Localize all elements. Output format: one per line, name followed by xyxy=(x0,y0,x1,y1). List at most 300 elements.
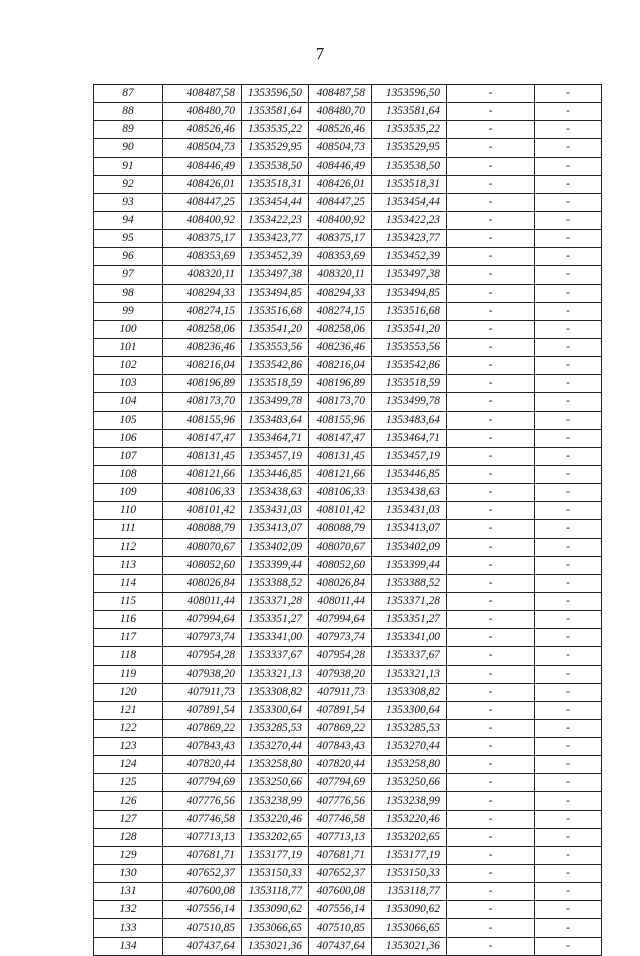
dash-cell: - xyxy=(447,320,535,338)
point-number-cell: 98 xyxy=(94,284,163,302)
dash-cell: - xyxy=(447,774,535,792)
table-row xyxy=(94,139,602,157)
x-coordinate-cell: 407911,73 xyxy=(163,683,242,701)
y-coordinate-cell: 1353423,77 xyxy=(372,230,447,248)
table-row xyxy=(94,103,602,121)
x-coordinate-cell: 407869,22 xyxy=(163,719,242,737)
table-row xyxy=(94,756,602,774)
y-coordinate-cell: 1353581,64 xyxy=(242,103,309,121)
x-coordinate-cell: 407510,85 xyxy=(163,919,242,937)
point-number-cell: 87 xyxy=(94,85,163,103)
x-coordinate-cell: 408375,17 xyxy=(163,230,242,248)
dash-cell: - xyxy=(535,538,602,556)
dash-cell: - xyxy=(535,193,602,211)
y-coordinate-cell: 1353452,39 xyxy=(242,248,309,266)
x-coordinate-cell: 408070,67 xyxy=(309,538,372,556)
dash-cell: - xyxy=(447,502,535,520)
x-coordinate-cell: 408155,96 xyxy=(163,411,242,429)
dash-cell: - xyxy=(447,556,535,574)
y-coordinate-cell: 1353388,52 xyxy=(242,574,309,592)
table-row xyxy=(94,611,602,629)
y-coordinate-cell: 1353438,63 xyxy=(242,484,309,502)
table-row xyxy=(94,230,602,248)
point-number-cell: 101 xyxy=(94,338,163,356)
y-coordinate-cell: 1353371,28 xyxy=(242,592,309,610)
table-row xyxy=(94,302,602,320)
x-coordinate-cell: 408088,79 xyxy=(309,520,372,538)
y-coordinate-cell: 1353541,20 xyxy=(372,320,447,338)
dash-cell: - xyxy=(535,701,602,719)
y-coordinate-cell: 1353285,53 xyxy=(242,719,309,737)
y-coordinate-cell: 1353494,85 xyxy=(242,284,309,302)
table-row xyxy=(94,284,602,302)
point-number-cell: 103 xyxy=(94,375,163,393)
x-coordinate-cell: 408446,49 xyxy=(163,157,242,175)
table-row xyxy=(94,157,602,175)
y-coordinate-cell: 1353321,13 xyxy=(372,665,447,683)
dash-cell: - xyxy=(535,611,602,629)
dash-cell: - xyxy=(535,719,602,737)
x-coordinate-cell: 408274,15 xyxy=(163,302,242,320)
dash-cell: - xyxy=(535,248,602,266)
point-number-cell: 99 xyxy=(94,302,163,320)
x-coordinate-cell: 407820,44 xyxy=(309,756,372,774)
dash-cell: - xyxy=(447,193,535,211)
y-coordinate-cell: 1353090,62 xyxy=(242,901,309,919)
x-coordinate-cell: 408011,44 xyxy=(309,592,372,610)
dash-cell: - xyxy=(447,429,535,447)
dash-cell: - xyxy=(447,520,535,538)
table-row xyxy=(94,266,602,284)
dash-cell: - xyxy=(447,447,535,465)
x-coordinate-cell: 408121,66 xyxy=(309,465,372,483)
y-coordinate-cell: 1353538,50 xyxy=(242,157,309,175)
x-coordinate-cell: 408480,70 xyxy=(309,103,372,121)
table-row xyxy=(94,465,602,483)
y-coordinate-cell: 1353300,64 xyxy=(242,701,309,719)
dash-cell: - xyxy=(535,284,602,302)
dash-cell: - xyxy=(535,592,602,610)
dash-cell: - xyxy=(447,937,535,955)
y-coordinate-cell: 1353399,44 xyxy=(372,556,447,574)
y-coordinate-cell: 1353454,44 xyxy=(242,193,309,211)
page-number: 7 xyxy=(315,44,325,63)
y-coordinate-cell: 1353494,85 xyxy=(372,284,447,302)
y-coordinate-cell: 1353220,46 xyxy=(372,810,447,828)
dash-cell: - xyxy=(447,647,535,665)
dash-cell: - xyxy=(535,484,602,502)
dash-cell: - xyxy=(535,865,602,883)
dash-cell: - xyxy=(447,85,535,103)
dash-cell: - xyxy=(535,683,602,701)
table-row xyxy=(94,357,602,375)
dash-cell: - xyxy=(447,538,535,556)
table-row xyxy=(94,828,602,846)
table-row xyxy=(94,937,602,955)
table-row xyxy=(94,193,602,211)
x-coordinate-cell: 407973,74 xyxy=(309,629,372,647)
dash-cell: - xyxy=(535,157,602,175)
dash-cell: - xyxy=(535,792,602,810)
x-coordinate-cell: 408155,96 xyxy=(309,411,372,429)
table-body xyxy=(94,85,602,956)
y-coordinate-cell: 1353497,38 xyxy=(372,266,447,284)
y-coordinate-cell: 1353402,09 xyxy=(372,538,447,556)
y-coordinate-cell: 1353371,28 xyxy=(372,592,447,610)
dash-cell: - xyxy=(447,883,535,901)
x-coordinate-cell: 407600,08 xyxy=(163,883,242,901)
dash-cell: - xyxy=(447,121,535,139)
y-coordinate-cell: 1353258,80 xyxy=(242,756,309,774)
coordinates-table xyxy=(93,84,602,956)
point-number-cell: 114 xyxy=(94,574,163,592)
y-coordinate-cell: 1353497,38 xyxy=(242,266,309,284)
dash-cell: - xyxy=(447,484,535,502)
y-coordinate-cell: 1353351,27 xyxy=(242,611,309,629)
point-number-cell: 133 xyxy=(94,919,163,937)
table-row xyxy=(94,484,602,502)
y-coordinate-cell: 1353202,65 xyxy=(242,828,309,846)
dash-cell: - xyxy=(535,139,602,157)
point-number-cell: 118 xyxy=(94,647,163,665)
y-coordinate-cell: 1353118,77 xyxy=(372,883,447,901)
dash-cell: - xyxy=(447,266,535,284)
dash-cell: - xyxy=(535,520,602,538)
table-row xyxy=(94,738,602,756)
x-coordinate-cell: 407794,69 xyxy=(309,774,372,792)
point-number-cell: 132 xyxy=(94,901,163,919)
dash-cell: - xyxy=(535,103,602,121)
dash-cell: - xyxy=(535,574,602,592)
dash-cell: - xyxy=(535,901,602,919)
y-coordinate-cell: 1353258,80 xyxy=(372,756,447,774)
dash-cell: - xyxy=(535,375,602,393)
point-number-cell: 96 xyxy=(94,248,163,266)
x-coordinate-cell: 407713,13 xyxy=(163,828,242,846)
dash-cell: - xyxy=(447,865,535,883)
x-coordinate-cell: 408236,46 xyxy=(309,338,372,356)
x-coordinate-cell: 408052,60 xyxy=(163,556,242,574)
x-coordinate-cell: 407681,71 xyxy=(309,846,372,864)
x-coordinate-cell: 407510,85 xyxy=(309,919,372,937)
dash-cell: - xyxy=(447,211,535,229)
point-number-cell: 119 xyxy=(94,665,163,683)
y-coordinate-cell: 1353066,65 xyxy=(242,919,309,937)
x-coordinate-cell: 407437,64 xyxy=(163,937,242,955)
y-coordinate-cell: 1353535,22 xyxy=(372,121,447,139)
x-coordinate-cell: 407843,43 xyxy=(163,738,242,756)
x-coordinate-cell: 408274,15 xyxy=(309,302,372,320)
dash-cell: - xyxy=(535,883,602,901)
y-coordinate-cell: 1353535,22 xyxy=(242,121,309,139)
dash-cell: - xyxy=(447,792,535,810)
dash-cell: - xyxy=(447,919,535,937)
table-row xyxy=(94,810,602,828)
y-coordinate-cell: 1353581,64 xyxy=(372,103,447,121)
point-number-cell: 120 xyxy=(94,683,163,701)
point-number-cell: 110 xyxy=(94,502,163,520)
dash-cell: - xyxy=(447,375,535,393)
point-number-cell: 113 xyxy=(94,556,163,574)
x-coordinate-cell: 408236,46 xyxy=(163,338,242,356)
point-number-cell: 111 xyxy=(94,520,163,538)
table-row xyxy=(94,592,602,610)
table-row xyxy=(94,556,602,574)
x-coordinate-cell: 408147,47 xyxy=(163,429,242,447)
y-coordinate-cell: 1353464,71 xyxy=(242,429,309,447)
y-coordinate-cell: 1353308,82 xyxy=(372,683,447,701)
y-coordinate-cell: 1353220,46 xyxy=(242,810,309,828)
table-row xyxy=(94,85,602,103)
y-coordinate-cell: 1353596,50 xyxy=(242,85,309,103)
table-row xyxy=(94,447,602,465)
point-number-cell: 97 xyxy=(94,266,163,284)
dash-cell: - xyxy=(447,284,535,302)
dash-cell: - xyxy=(535,121,602,139)
y-coordinate-cell: 1353177,19 xyxy=(372,846,447,864)
x-coordinate-cell: 408353,69 xyxy=(163,248,242,266)
y-coordinate-cell: 1353285,53 xyxy=(372,719,447,737)
table-row xyxy=(94,901,602,919)
x-coordinate-cell: 408294,33 xyxy=(163,284,242,302)
x-coordinate-cell: 408447,25 xyxy=(309,193,372,211)
y-coordinate-cell: 1353483,64 xyxy=(372,411,447,429)
x-coordinate-cell: 408487,58 xyxy=(309,85,372,103)
y-coordinate-cell: 1353529,95 xyxy=(372,139,447,157)
dash-cell: - xyxy=(447,810,535,828)
x-coordinate-cell: 408375,17 xyxy=(309,230,372,248)
y-coordinate-cell: 1353518,59 xyxy=(372,375,447,393)
y-coordinate-cell: 1353446,85 xyxy=(242,465,309,483)
x-coordinate-cell: 408131,45 xyxy=(163,447,242,465)
y-coordinate-cell: 1353341,00 xyxy=(242,629,309,647)
dash-cell: - xyxy=(447,139,535,157)
dash-cell: - xyxy=(535,665,602,683)
y-coordinate-cell: 1353388,52 xyxy=(372,574,447,592)
x-coordinate-cell: 407973,74 xyxy=(163,629,242,647)
point-number-cell: 130 xyxy=(94,865,163,883)
y-coordinate-cell: 1353308,82 xyxy=(242,683,309,701)
x-coordinate-cell: 407954,28 xyxy=(309,647,372,665)
y-coordinate-cell: 1353413,07 xyxy=(372,520,447,538)
point-number-cell: 91 xyxy=(94,157,163,175)
y-coordinate-cell: 1353021,36 xyxy=(242,937,309,955)
y-coordinate-cell: 1353402,09 xyxy=(242,538,309,556)
y-coordinate-cell: 1353238,99 xyxy=(372,792,447,810)
y-coordinate-cell: 1353177,19 xyxy=(242,846,309,864)
dash-cell: - xyxy=(535,338,602,356)
x-coordinate-cell: 407556,14 xyxy=(163,901,242,919)
x-coordinate-cell: 408101,42 xyxy=(163,502,242,520)
table-row xyxy=(94,520,602,538)
x-coordinate-cell: 407556,14 xyxy=(309,901,372,919)
x-coordinate-cell: 407713,13 xyxy=(309,828,372,846)
y-coordinate-cell: 1353499,78 xyxy=(242,393,309,411)
y-coordinate-cell: 1353596,50 xyxy=(372,85,447,103)
point-number-cell: 89 xyxy=(94,121,163,139)
point-number-cell: 88 xyxy=(94,103,163,121)
table-row xyxy=(94,121,602,139)
y-coordinate-cell: 1353300,64 xyxy=(372,701,447,719)
y-coordinate-cell: 1353238,99 xyxy=(242,792,309,810)
point-number-cell: 108 xyxy=(94,465,163,483)
y-coordinate-cell: 1353518,59 xyxy=(242,375,309,393)
point-number-cell: 124 xyxy=(94,756,163,774)
x-coordinate-cell: 407911,73 xyxy=(309,683,372,701)
x-coordinate-cell: 407652,37 xyxy=(309,865,372,883)
x-coordinate-cell: 408487,58 xyxy=(163,85,242,103)
dash-cell: - xyxy=(535,266,602,284)
y-coordinate-cell: 1353150,33 xyxy=(242,865,309,883)
dash-cell: - xyxy=(535,465,602,483)
dash-cell: - xyxy=(447,574,535,592)
point-number-cell: 122 xyxy=(94,719,163,737)
dash-cell: - xyxy=(535,846,602,864)
x-coordinate-cell: 407794,69 xyxy=(163,774,242,792)
y-coordinate-cell: 1353250,66 xyxy=(242,774,309,792)
table-row xyxy=(94,865,602,883)
dash-cell: - xyxy=(447,338,535,356)
point-number-cell: 125 xyxy=(94,774,163,792)
point-number-cell: 90 xyxy=(94,139,163,157)
table-row xyxy=(94,647,602,665)
x-coordinate-cell: 408480,70 xyxy=(163,103,242,121)
x-coordinate-cell: 408106,33 xyxy=(309,484,372,502)
dash-cell: - xyxy=(535,810,602,828)
table-row xyxy=(94,411,602,429)
x-coordinate-cell: 407994,64 xyxy=(163,611,242,629)
x-coordinate-cell: 407954,28 xyxy=(163,647,242,665)
y-coordinate-cell: 1353431,03 xyxy=(242,502,309,520)
dash-cell: - xyxy=(535,937,602,955)
y-coordinate-cell: 1353399,44 xyxy=(242,556,309,574)
dash-cell: - xyxy=(535,556,602,574)
dash-cell: - xyxy=(535,175,602,193)
x-coordinate-cell: 408400,92 xyxy=(163,211,242,229)
x-coordinate-cell: 408026,84 xyxy=(163,574,242,592)
dash-cell: - xyxy=(447,611,535,629)
y-coordinate-cell: 1353202,65 xyxy=(372,828,447,846)
y-coordinate-cell: 1353542,86 xyxy=(372,357,447,375)
dash-cell: - xyxy=(447,157,535,175)
dash-cell: - xyxy=(447,719,535,737)
x-coordinate-cell: 407681,71 xyxy=(163,846,242,864)
point-number-cell: 102 xyxy=(94,357,163,375)
x-coordinate-cell: 408173,70 xyxy=(309,393,372,411)
dash-cell: - xyxy=(447,302,535,320)
y-coordinate-cell: 1353518,31 xyxy=(242,175,309,193)
y-coordinate-cell: 1353553,56 xyxy=(242,338,309,356)
x-coordinate-cell: 407776,56 xyxy=(309,792,372,810)
dash-cell: - xyxy=(535,629,602,647)
point-number-cell: 127 xyxy=(94,810,163,828)
x-coordinate-cell: 408070,67 xyxy=(163,538,242,556)
point-number-cell: 116 xyxy=(94,611,163,629)
x-coordinate-cell: 408052,60 xyxy=(309,556,372,574)
y-coordinate-cell: 1353337,67 xyxy=(372,647,447,665)
dash-cell: - xyxy=(535,302,602,320)
dash-cell: - xyxy=(535,411,602,429)
x-coordinate-cell: 408131,45 xyxy=(309,447,372,465)
y-coordinate-cell: 1353321,13 xyxy=(242,665,309,683)
point-number-cell: 107 xyxy=(94,447,163,465)
y-coordinate-cell: 1353422,23 xyxy=(372,211,447,229)
point-number-cell: 94 xyxy=(94,211,163,229)
table-row xyxy=(94,701,602,719)
y-coordinate-cell: 1353542,86 xyxy=(242,357,309,375)
dash-cell: - xyxy=(535,828,602,846)
dash-cell: - xyxy=(535,738,602,756)
dash-cell: - xyxy=(535,357,602,375)
point-number-cell: 105 xyxy=(94,411,163,429)
x-coordinate-cell: 407820,44 xyxy=(163,756,242,774)
table-row xyxy=(94,375,602,393)
x-coordinate-cell: 407891,54 xyxy=(163,701,242,719)
x-coordinate-cell: 408258,06 xyxy=(309,320,372,338)
dash-cell: - xyxy=(447,103,535,121)
dash-cell: - xyxy=(535,393,602,411)
point-number-cell: 93 xyxy=(94,193,163,211)
y-coordinate-cell: 1353422,23 xyxy=(242,211,309,229)
dash-cell: - xyxy=(535,647,602,665)
point-number-cell: 123 xyxy=(94,738,163,756)
y-coordinate-cell: 1353538,50 xyxy=(372,157,447,175)
x-coordinate-cell: 408426,01 xyxy=(163,175,242,193)
x-coordinate-cell: 407746,58 xyxy=(309,810,372,828)
dash-cell: - xyxy=(447,248,535,266)
x-coordinate-cell: 407938,20 xyxy=(163,665,242,683)
point-number-cell: 121 xyxy=(94,701,163,719)
x-coordinate-cell: 407437,64 xyxy=(309,937,372,955)
table-row xyxy=(94,846,602,864)
y-coordinate-cell: 1353452,39 xyxy=(372,248,447,266)
y-coordinate-cell: 1353529,95 xyxy=(242,139,309,157)
dash-cell: - xyxy=(447,411,535,429)
y-coordinate-cell: 1353518,31 xyxy=(372,175,447,193)
x-coordinate-cell: 408504,73 xyxy=(163,139,242,157)
y-coordinate-cell: 1353270,44 xyxy=(372,738,447,756)
y-coordinate-cell: 1353483,64 xyxy=(242,411,309,429)
x-coordinate-cell: 407600,08 xyxy=(309,883,372,901)
dash-cell: - xyxy=(535,230,602,248)
y-coordinate-cell: 1353118,77 xyxy=(242,883,309,901)
dash-cell: - xyxy=(447,230,535,248)
dash-cell: - xyxy=(447,592,535,610)
y-coordinate-cell: 1353423,77 xyxy=(242,230,309,248)
x-coordinate-cell: 408294,33 xyxy=(309,284,372,302)
dash-cell: - xyxy=(447,175,535,193)
x-coordinate-cell: 408106,33 xyxy=(163,484,242,502)
y-coordinate-cell: 1353541,20 xyxy=(242,320,309,338)
y-coordinate-cell: 1353337,67 xyxy=(242,647,309,665)
y-coordinate-cell: 1353446,85 xyxy=(372,465,447,483)
dash-cell: - xyxy=(535,919,602,937)
x-coordinate-cell: 408088,79 xyxy=(163,520,242,538)
x-coordinate-cell: 407746,58 xyxy=(163,810,242,828)
y-coordinate-cell: 1353341,00 xyxy=(372,629,447,647)
table-row xyxy=(94,338,602,356)
point-number-cell: 115 xyxy=(94,592,163,610)
y-coordinate-cell: 1353090,62 xyxy=(372,901,447,919)
x-coordinate-cell: 408011,44 xyxy=(163,592,242,610)
point-number-cell: 92 xyxy=(94,175,163,193)
dash-cell: - xyxy=(447,357,535,375)
table-row xyxy=(94,320,602,338)
x-coordinate-cell: 408447,25 xyxy=(163,193,242,211)
table-row xyxy=(94,538,602,556)
dash-cell: - xyxy=(447,828,535,846)
table-row xyxy=(94,574,602,592)
